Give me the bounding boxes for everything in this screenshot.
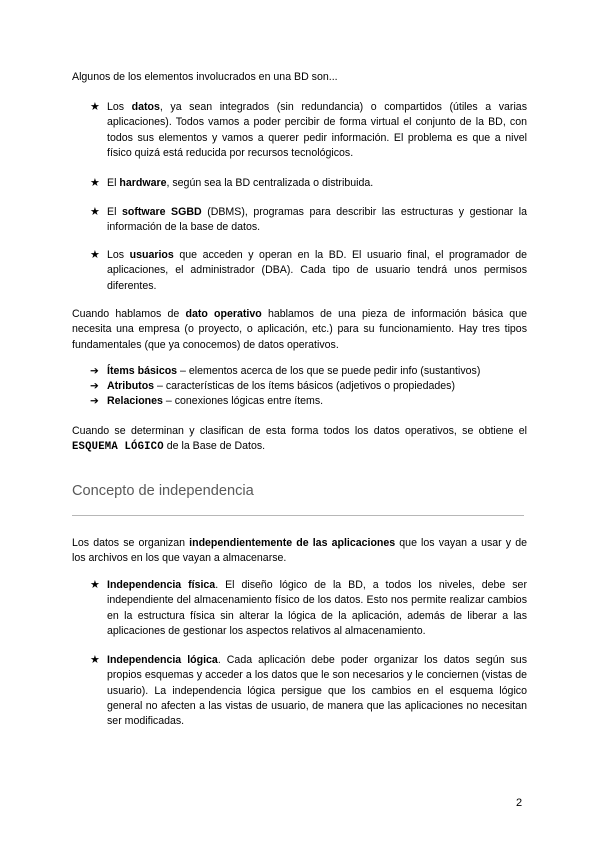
element-text: El software SGBD (DBMS), programas para describir las estructuras y gestionar la información de la base de datos. [107,206,527,234]
element-text: Los usuarios que acceden y operan en la BD. El usuario final, el programador de aplicaciones, el administrador (DBA). Cada tipo de usuario tendrá unos permisos diferentes. [107,249,527,292]
star-bullet-icon: ★ [90,101,100,113]
independencia-intro-paragraph: Los datos se organizan independientemente de las aplicaciones que los vayan a usar y de los archivos en los que vayan a almacenarse. [72,537,527,565]
star-bullet-icon: ★ [90,579,100,591]
intro-paragraph: Algunos de los elementos involucrados en una BD son... [72,71,338,83]
arrow-bullet-icon: ➔ [90,365,99,377]
section-heading: Concepto de independencia [72,483,254,499]
esquema-logico-paragraph: Cuando se determinan y clasifican de esta forma todos los datos operativos, se obtiene el ESQUEMA LÓGICO de la Base de Datos. [72,425,527,454]
star-bullet-icon: ★ [90,654,100,666]
tipo-item-items-basicos [90,364,527,379]
element-item-hardware [90,176,527,191]
independencia-text: Independencia física. El diseño lógico de la BD, a todos los niveles, debe ser independiente del almacenamiento físico de los datos. Esto nos permite realizar cambios en la estructura física sin alterar la lógica de la aplicación, además de liberar a las aplicaciones de gestionar los aspectos relativos al almacenamiento. [107,579,527,637]
independencia-item-logica [90,653,527,729]
tipo-text: Relaciones – conexiones lógicas entre ítems. [107,395,324,407]
tipo-text: Ítems básicos – elementos acerca de los que se puede pedir info (sustantivos) [107,365,481,377]
page-number: 2 [516,797,523,809]
tipo-item-atributos [90,379,527,394]
star-bullet-icon: ★ [90,206,100,218]
arrow-bullet-icon: ➔ [90,380,99,392]
star-bullet-icon: ★ [90,177,100,189]
element-text: El hardware, según sea la BD centralizada o distribuida. [107,177,374,189]
element-item-datos [90,100,527,161]
element-item-usuarios [90,248,527,294]
tipo-item-relaciones [90,394,527,409]
element-text: Los datos, ya sean integrados (sin redundancia) o compartidos (útiles a varias aplicaciones). Todos vamos a poder percibir de forma virtual el conjunto de la BD, con todos sus elementos y vamos a querer pedir información. El problema es que a nivel físico quizá está reducida por recursos tecnológicos. [107,101,527,159]
arrow-bullet-icon: ➔ [90,395,99,407]
star-bullet-icon: ★ [90,249,100,261]
dato-operativo-paragraph: Cuando hablamos de dato operativo hablamos de una pieza de información básica que necesita una empresa (o proyecto, o aplicación, etc.) para su funcionamiento. Hay tres tipos fundamentales (que ya conocemos) de datos operativos. [72,308,527,351]
tipo-text: Atributos – características de los ítems básicos (adjetivos o propiedades) [107,380,455,392]
element-item-software [90,205,527,236]
independencia-text: Independencia lógica. Cada aplicación debe poder organizar los datos según sus propios esquemas y acceder a los datos que le son necesarios y le conciernen (vistas de usuario). La independencia lógica persigue que los cambios en el esquema lógico general no afecten a las vistas de usuario, de manera que las aplicaciones no necesitan ser modificadas. [107,654,527,728]
heading-underline [72,515,524,516]
independencia-item-fisica [90,578,527,639]
